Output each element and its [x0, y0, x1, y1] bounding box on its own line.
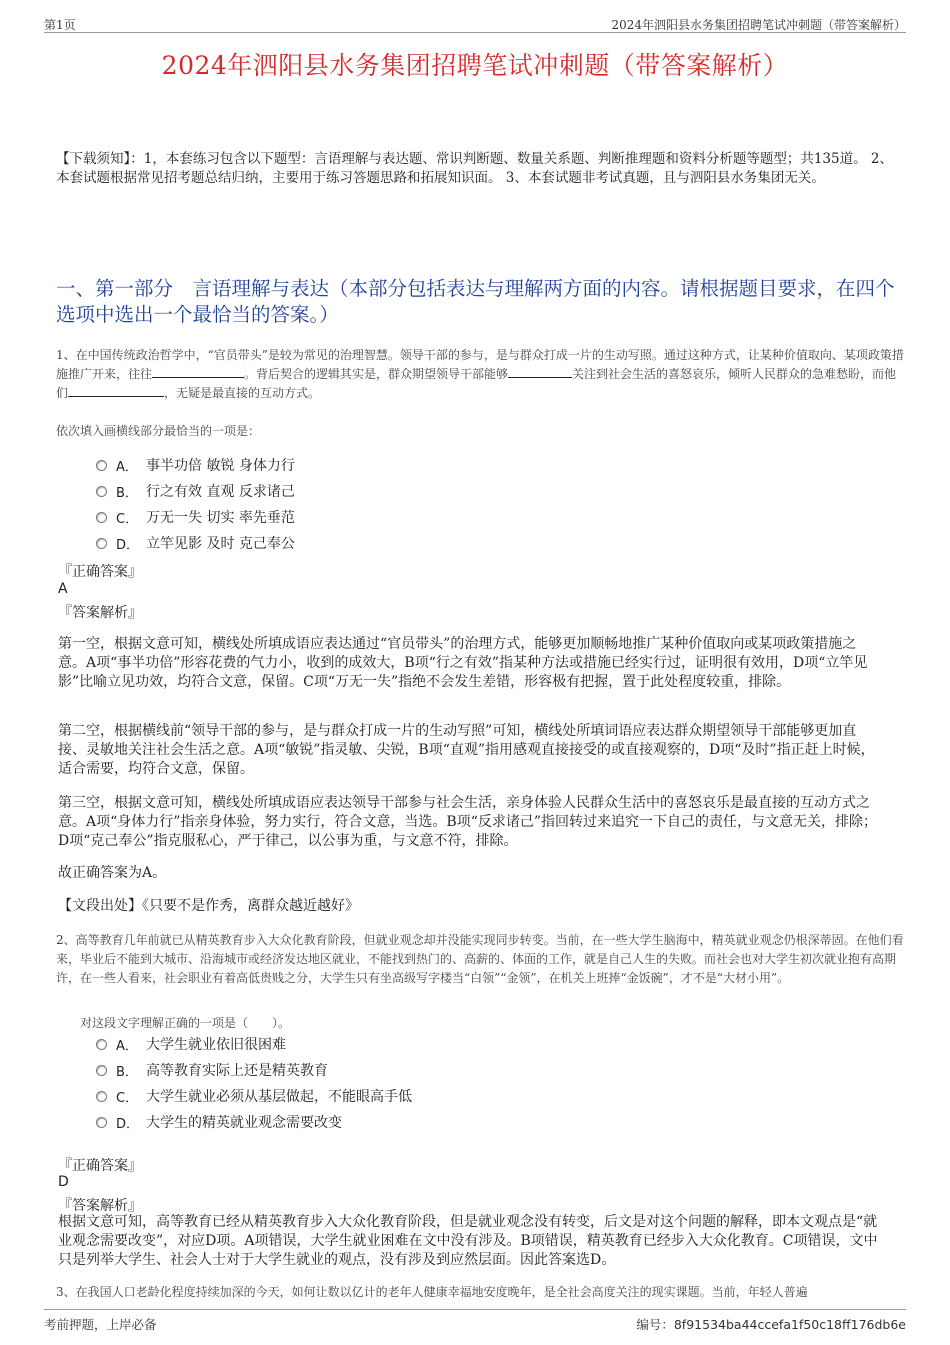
analysis-label: 『答案解析』 — [58, 605, 142, 621]
option-c[interactable]: C． 大学生就业必须从基层做起，不能眼高手低 — [96, 1083, 412, 1109]
option-b[interactable]: B． 行之有效 直观 反求诸己 — [96, 478, 295, 504]
source-citation: 【文段出处】《只要不是作秀，离群众越近越好》 — [58, 898, 359, 914]
radio-icon[interactable] — [96, 486, 107, 497]
option-a[interactable]: A． 大学生就业依旧很困难 — [96, 1031, 412, 1057]
option-d[interactable]: D． 立竿见影 及时 克己奉公 — [96, 530, 295, 556]
footer-slogan: 考前押题，上岸必备 — [44, 1317, 157, 1332]
option-b[interactable]: B． 高等教育实际上还是精英教育 — [96, 1057, 412, 1083]
blank-2 — [508, 365, 572, 378]
option-a[interactable]: A． 事半功倍 敏锐 身体力行 — [96, 452, 295, 478]
analysis-paragraph: 第二空，根据横线前“领导干部的参与，是与群众打成一片的生动写照”可知，横线处所填词语应表达群众期望领导干部能够更加直接、灵敏地关注社会生活之意。A项“敏锐”指灵敏、尖锐，B项“直观”指用感观直接接受的或直接观察的，D项“及时”指正赶上时候，适合需要，均符合文意，保留。 — [58, 723, 875, 777]
analysis-paragraph: 第一空，根据文意可知，横线处所填成语应表达通过“官员带头”的治理方式，能够更加顺畅地推广某种价值取向或某项政策措施之意。A项“事半功倍”形容花费的气力小，收到的成效大，B项“行之有效”指某种方法或措施已经实行过，证明很有效用，D项“立竿见影”比喻立见功效，均符合文意，保留。C项“万无一失”指绝不会发生差错，形容极有把握，置于此处程度较重，排除。 — [58, 636, 868, 690]
download-notice: 【下载须知】：1，本套练习包含以下题型：言语理解与表达题、常识判断题、数量关系题、判断推理题和资料分析题等题型；共135道。 2、本套试题根据常见招考题总结归纳，主要用于练习答题思路和拓展知识面。 3、本套试题非考试真题，且与泗阳县水务集团无关。 — [56, 151, 893, 186]
analysis-paragraph: 第三空，根据文意可知，横线处所填成语应表达领导干部参与社会生活，亲身体验人民群众生活中的喜怒哀乐是最直接的互动方式之意。A项“身体力行”指亲身体验，努力实行，符合文意，当选。B项“反求诸己”指回转过来追究一下自己的责任，与文意无关，排除；D项“克己奉公”指克服私心，严于律己，以公事为重，与文意不符，排除。 — [58, 795, 878, 849]
answer-label: 『正确答案』 — [58, 1158, 142, 1174]
question-2-options — [96, 1031, 412, 1135]
page-title: 2024年泗阳县水务集团招聘笔试冲刺题（带答案解析） — [161, 51, 789, 80]
radio-icon[interactable] — [96, 1091, 107, 1102]
option-c[interactable]: C． 万无一失 切实 率先垂范 — [96, 504, 295, 530]
radio-icon[interactable] — [96, 460, 107, 471]
question-1-lead: 依次填入画横线部分最恰当的一项是： — [56, 424, 261, 438]
blank-3 — [68, 384, 164, 397]
question-1-text: 1、在中国传统政治哲学中，“官员带头”是较为常见的治理智慧。领导干部的参与，是与群众打成一片的生动写照。通过这种方式，让某种价值取向、某项政策措施推广开来，往往 。背后契合的逻辑其实是，群众期望领导干部能够 关注到社会生活的喜怒哀乐，倾听人民群众的急难愁盼，而他们 ，无疑是最直接的互动方式。 — [56, 348, 904, 400]
correct-answer: D — [58, 1174, 69, 1190]
analysis-conclusion: 故正确答案为A。 — [58, 865, 167, 881]
question-3-text: 3、在我国人口老龄化程度持续加深的今天，如何让数以亿计的老年人健康幸福地安度晚年，是全社会高度关注的现实课题。当前，年轻人普遍 — [56, 1285, 808, 1299]
blank-1 — [152, 365, 244, 378]
option-d[interactable]: D． 大学生的精英就业观念需要改变 — [96, 1109, 412, 1135]
correct-answer: A — [58, 581, 68, 597]
footer-code: 编号：8f91534ba44ccefa1f50c18ff176db6e — [636, 1317, 906, 1332]
radio-icon[interactable] — [96, 512, 107, 523]
question-2-lead: 对这段文字理解正确的一项是（ ）。 — [80, 1016, 291, 1030]
question-1-options — [96, 452, 295, 556]
header-doc-title: 2024年泗阳县水务集团招聘笔试冲刺题（带答案解析） — [611, 18, 906, 32]
question-2-text: 2、高等教育几年前就已从精英教育步入大众化教育阶段，但就业观念却并没能实现同步转变。当前，在一些大学生脑海中，精英就业观念仍根深蒂固。在他们看来，毕业后不能到大城市、沿海城市或经济发达地区就业，不能找到热门的、高薪的、体面的工作，就是自己人生的失败。而社会也对大学生初次就业抱有高期许，在一些人看来，社会职业有着高低贵贱之分，大学生只有坐高级写字楼当“白领”“金领”，在机关上班捧“金饭碗”，才不是“大材小用”。 — [56, 933, 904, 985]
page-number: 第1页 — [44, 18, 76, 32]
answer-label: 『正确答案』 — [58, 564, 142, 580]
page-footer — [44, 1309, 906, 1330]
radio-icon[interactable] — [96, 1039, 107, 1050]
radio-icon[interactable] — [96, 538, 107, 549]
radio-icon[interactable] — [96, 1065, 107, 1076]
analysis-paragraph: 根据文意可知，高等教育已经从精英教育步入大众化教育阶段，但是就业观念没有转变，后文是对这个问题的解释，即本文观点是“就业观念需要改变”，对应D项。A项错误，大学生就业困难在文中没有涉及。B项错误，精英教育已经步入大众化教育。C项错误，文中只是列举大学生、社会人士对于大学生就业的观点，没有涉及到应然层面。因此答案选D。 — [58, 1214, 878, 1268]
page-header — [44, 14, 906, 33]
section-title: 一、第一部分 言语理解与表达（本部分包括表达与理解两方面的内容。请根据题目要求，在四个选项中选出一个最恰当的答案。） — [56, 277, 895, 326]
analysis-label: 『答案解析』 — [58, 1198, 142, 1214]
radio-icon[interactable] — [96, 1117, 107, 1128]
